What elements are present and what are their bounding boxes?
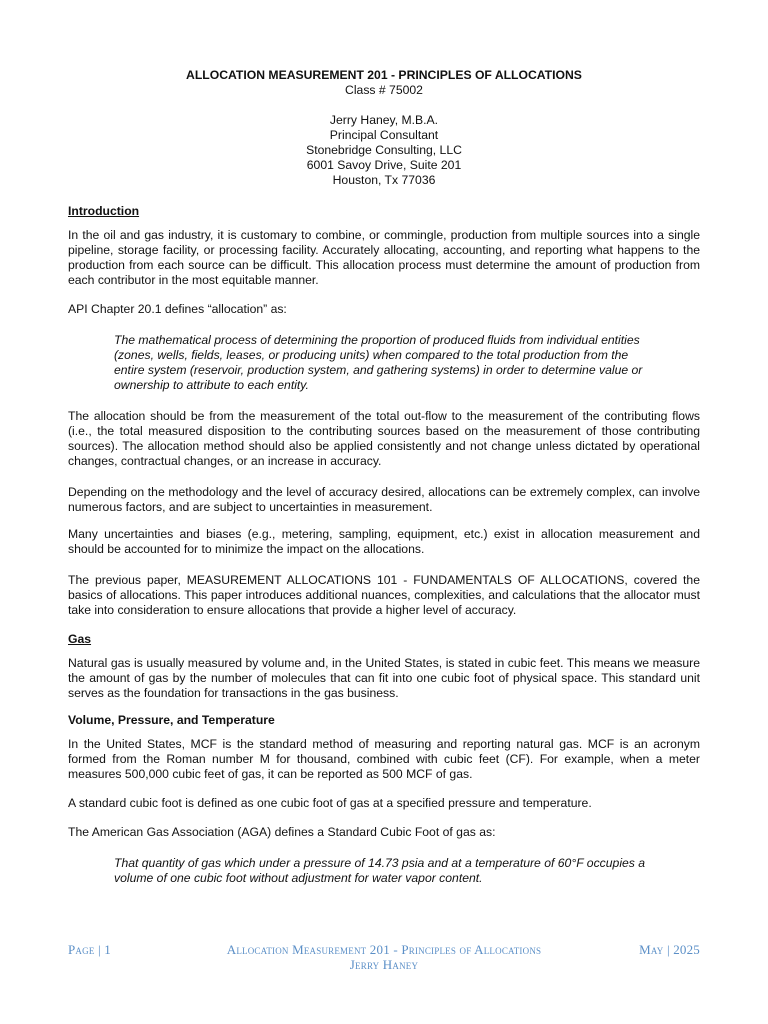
company-name: Stonebridge Consulting, LLC xyxy=(306,143,462,157)
intro-paragraph-5: Many uncertainties and biases (e.g., metering, sampling, equipment, etc.) exist in allocation measurement and should be accounted for to minimize the impact on the allocations. xyxy=(68,527,700,556)
intro-paragraph-4: Depending on the methodology and the level of accuracy desired, allocations can be extremely complex, can involve numerous factors, and are subject to uncertainties in measurement. xyxy=(68,485,700,514)
footer-center xyxy=(68,942,700,972)
footer-date: May | 2025 xyxy=(639,942,700,957)
footer-document-title: Allocation Measurement 201 - Principles of Allocations xyxy=(226,942,542,957)
intro-paragraph-1: In the oil and gas industry, it is customary to combine, or commingle, production from multiple sources into a single pipeline, storage facility, or processing facility. Accurately allocating, accounting, and reporting what happens to the production from each source can be difficult. This allocation process must determine the amount of production from each contributor in the most equitable manner. xyxy=(68,228,700,287)
intro-paragraph-3: The allocation should be from the measurement of the total out-flow to the measurement of the contributing flows (i.e., the total measured disposition to the contributing sources based on the measurement of those contributing sources). The allocation method should also be applied consistently and not change unless dictated by operational changes, contractual changes, or an increase in accuracy. xyxy=(68,409,700,468)
intro-paragraph-2: API Chapter 20.1 defines “allocation” as: xyxy=(68,302,287,316)
author-name: Jerry Haney, M.B.A. xyxy=(329,113,439,127)
footer-page-number: Page | 1 xyxy=(68,942,111,957)
document-page xyxy=(68,68,700,886)
footer-author: Jerry Haney xyxy=(349,957,419,972)
class-number: Class # 75002 xyxy=(345,83,423,97)
address-line-1: 6001 Savoy Drive, Suite 201 xyxy=(306,158,462,172)
gas-paragraph-4: The American Gas Association (AGA) defines a Standard Cubic Foot of gas as: xyxy=(68,825,496,839)
document-header xyxy=(68,68,700,188)
section-heading-introduction: Introduction xyxy=(68,204,140,218)
author-role: Principal Consultant xyxy=(329,128,439,142)
address-line-2: Houston, Tx 77036 xyxy=(332,173,436,187)
gas-paragraph-2: In the United States, MCF is the standard method of measuring and reporting natural gas. MCF is an acronym formed from the Roman number M for thousand, combined with cubic feet (CF). For example, when a meter measures 500,000 cubic feet of gas, it can be reported as 500 MCF of gas. xyxy=(68,737,700,781)
gas-paragraph-1: Natural gas is usually measured by volume and, in the United States, is stated in cubic feet. This means we measure the amount of gas by the number of molecules that can fit into one cubic foot of physical space. This standard unit serves as the foundation for transactions in the gas business. xyxy=(68,656,700,700)
allocation-definition-quote: The mathematical process of determining the proportion of produced fluids from individual entities (zones, wells, fields, leases, or producing units) when compared to the total production from the entire system (reservoir, production system, and gathering systems) in order to determine value or ownership to attribute to each entity. xyxy=(114,333,643,392)
gas-paragraph-3: A standard cubic foot is defined as one cubic foot of gas at a specified pressure and temperature. xyxy=(68,796,592,810)
standard-cubic-foot-quote: That quantity of gas which under a pressure of 14.73 psia and at a temperature of 60°F occupies a volume of one cubic foot without adjustment for water vapor content. xyxy=(114,856,646,885)
intro-paragraph-6: The previous paper, MEASUREMENT ALLOCATIONS 101 - FUNDAMENTALS OF ALLOCATIONS, covered the basics of allocations. This paper introduces additional nuances, complexities, and calculations that the allocator must take into consideration to ensure allocations that provide a higher level of accuracy. xyxy=(68,573,700,617)
section-heading-gas: Gas xyxy=(68,632,92,646)
subheading-volume-pressure-temperature: Volume, Pressure, and Temperature xyxy=(68,713,275,727)
document-title: ALLOCATION MEASUREMENT 201 - PRINCIPLES OF ALLOCATIONS xyxy=(186,68,582,82)
